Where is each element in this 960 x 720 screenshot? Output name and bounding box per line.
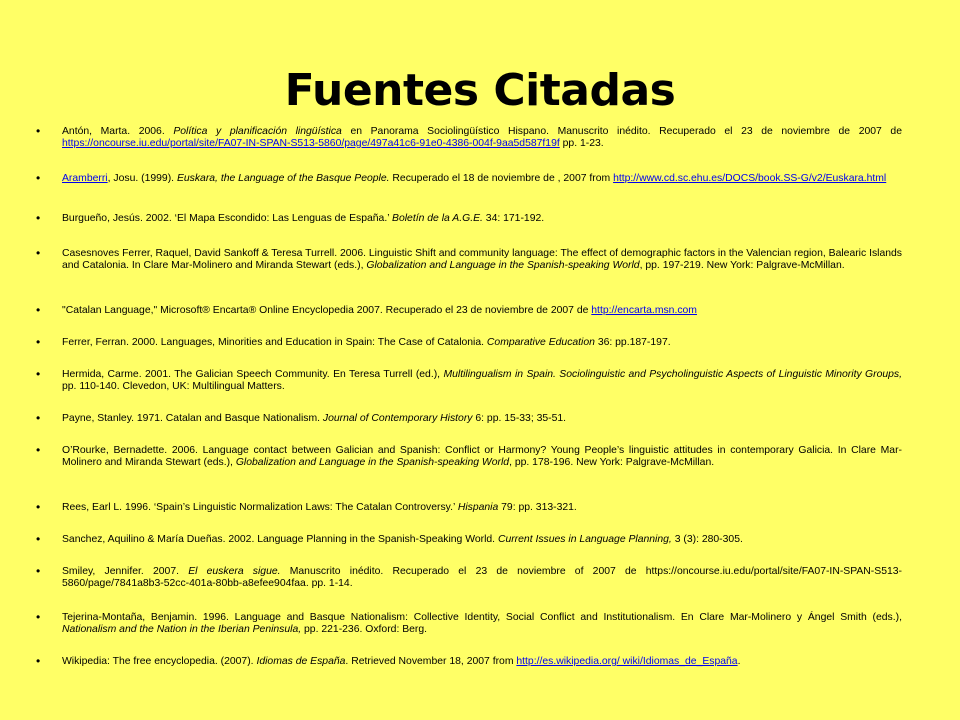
reference-link[interactable]: http://www.cd.sc.ehu.es/DOCS/book.SS-G/v2/Euskara.html [613, 173, 887, 184]
reference-italic-text: El euskera sigue. [188, 566, 281, 577]
reference-text: 6: pp. 15-33; 35-51. [472, 413, 567, 424]
reference-item [36, 211, 902, 225]
reference-italic-text: Globalization and Language in the Spanish-speaking World [235, 456, 510, 468]
bullet-icon: • [36, 211, 41, 225]
bullet-icon: • [36, 654, 41, 668]
bullet-icon: • [36, 171, 41, 185]
reference-text: Sanchez, Aquilino & María Dueñas. 2002. Language Planning in the Spanish-Speaking World. [62, 534, 498, 545]
reference-text: O’Rourke, Bernadette. 2006. Language contact between Galician and Spanish: Conflict or Harmony? Young People’s linguistic attitudes in contemporary Galicia. In Clare Mar-Molinero and Miranda Stewart (eds.), [62, 445, 902, 468]
reference-item [36, 124, 902, 149]
reference-text: Burgueño, Jesús. 2002. ‘El Mapa Escondido: Las Lenguas de España.’ [62, 213, 393, 224]
bullet-icon: • [36, 124, 41, 138]
reference-item [36, 335, 902, 349]
reference-text: Wikipedia: The free encyclopedia. (2007). [62, 656, 257, 667]
reference-item [36, 367, 902, 392]
reference-text: , pp. 178-196. New York: Palgrave-McMillan. [509, 456, 715, 468]
reference-item [36, 171, 902, 185]
reference-text: , Josu. (1999). [107, 173, 177, 184]
bullet-icon: • [36, 411, 41, 425]
reference-italic-text: Current Issues in Language Planning, [497, 534, 672, 545]
reference-item [36, 411, 902, 425]
bullet-icon: • [36, 367, 41, 381]
bullet-icon: • [36, 443, 41, 457]
reference-text: 79: pp. 313-321. [498, 502, 577, 513]
reference-text: pp. 221-236. Oxford: Berg. [301, 623, 428, 635]
reference-text: Manuscrito inédito. Recuperado el 23 de noviembre of 2007 de https://oncourse.iu.edu/portal/site/FA07-IN-SPAN-S513-5860/page/7841a8b3-52cc-401a-80bb-a8efee904faa. pp. 1-14. [62, 566, 902, 589]
bullet-icon: • [36, 610, 41, 624]
bullet-icon: • [36, 500, 41, 514]
reference-text: Rees, Earl L. 1996. ‘Spain’s Linguistic Normalization Laws: The Catalan Controversy.’ [62, 502, 458, 513]
reference-text: Smiley, Jennifer. 2007. [62, 566, 189, 577]
reference-item [36, 654, 902, 668]
reference-link[interactable]: http://encarta.msn.com [591, 305, 697, 316]
reference-text: Tejerina-Montaña, Benjamin. 1996. Language and Basque Nationalism: Collective Identity, Social Conflict and Institutionalism. En Clare Mar-Molinero y Ángel Smith (eds.), [62, 612, 902, 623]
reference-text: Hermida, Carme. 2001. The Galician Speech Community. En Teresa Turrell (ed.), [62, 369, 444, 380]
reference-item [36, 443, 902, 468]
reference-link[interactable]: https://oncourse.iu.edu/portal/site/FA07-IN-SPAN-S513-5860/page/497a41c6-91e0-4386-004f-9aa5d587f19f [62, 137, 560, 149]
reference-text: en Panorama Sociolingüístico Hispano. Manuscrito inédito. Recuperado el 23 de noviembre de 2007 de [341, 126, 902, 137]
reference-link[interactable]: Aramberri [62, 173, 108, 184]
bullet-icon: • [36, 335, 41, 349]
reference-item [36, 610, 902, 635]
reference-text: pp. 110-140. Clevedon, UK: Multilingual Matters. [62, 380, 285, 392]
reference-italic-text: Política y planificación lingüística [173, 126, 342, 137]
reference-text: 36: pp.187-197. [594, 337, 671, 348]
slide-title: Fuentes Citadas [284, 65, 676, 116]
reference-italic-text: Euskara, the Language of the Basque People. [176, 173, 390, 184]
reference-italic-text: Multilingualism in Spain. Sociolinguistic and Psycholinguistic Aspects of Linguistic Minority Groups, [443, 369, 902, 380]
reference-text: . [737, 656, 741, 667]
reference-text: 34: 171-192. [482, 213, 545, 224]
reference-text: Ferrer, Ferran. 2000. Languages, Minorities and Education in Spain: The Case of Catalonia. [62, 337, 487, 348]
bullet-icon: • [36, 246, 41, 260]
reference-italic-text: Comparative Education [486, 337, 595, 348]
reference-link[interactable]: http://es.wikipedia.org/ wiki/Idiomas_de_España [516, 656, 738, 667]
reference-item [36, 303, 902, 317]
reference-text: Payne, Stanley. 1971. Catalan and Basque Nationalism. [62, 413, 323, 424]
reference-italic-text: Nationalism and the Nation in the Iberian Peninsula, [62, 623, 302, 635]
reference-italic-text: Journal of Contemporary History [322, 413, 473, 424]
reference-item [36, 532, 902, 546]
reference-text: 3 (3): 280-305. [671, 534, 743, 545]
reference-italic-text: Hispania [457, 502, 499, 513]
reference-italic-text: Globalization and Language in the Spanish-speaking World [366, 259, 640, 271]
reference-text: "Catalan Language," Microsoft® Encarta® Online Encyclopedia 2007. Recuperado el 23 de noviembre de 2007 de [62, 305, 592, 316]
reference-item [36, 246, 902, 271]
reference-italic-text: Idiomas de España [256, 656, 346, 667]
reference-text: Antón, Marta. 2006. [62, 126, 174, 137]
reference-text: Casesnoves Ferrer, Raquel, David Sankoff & Teresa Turrell. 2006. Linguistic Shift and community language: The effect of demographic factors in the Valencian region, Balearic Islands and Catalonia. In Clare Mar-Molinero and Miranda Stewart (eds.), [62, 248, 902, 271]
reference-text: . Retrieved November 18, 2007 from [345, 656, 517, 667]
reference-text: , pp. 197-219. New York: Palgrave-McMillan. [639, 259, 845, 271]
reference-italic-text: Boletín de la A.G.E. [392, 213, 483, 224]
reference-text: Recuperado el 18 de noviembre de , 2007 from [389, 173, 614, 184]
bullet-icon: • [36, 303, 41, 317]
reference-item [36, 500, 902, 514]
reference-item [36, 564, 902, 589]
bullet-icon: • [36, 532, 41, 546]
bullet-icon: • [36, 564, 41, 578]
reference-text: pp. 1-23. [559, 137, 604, 149]
